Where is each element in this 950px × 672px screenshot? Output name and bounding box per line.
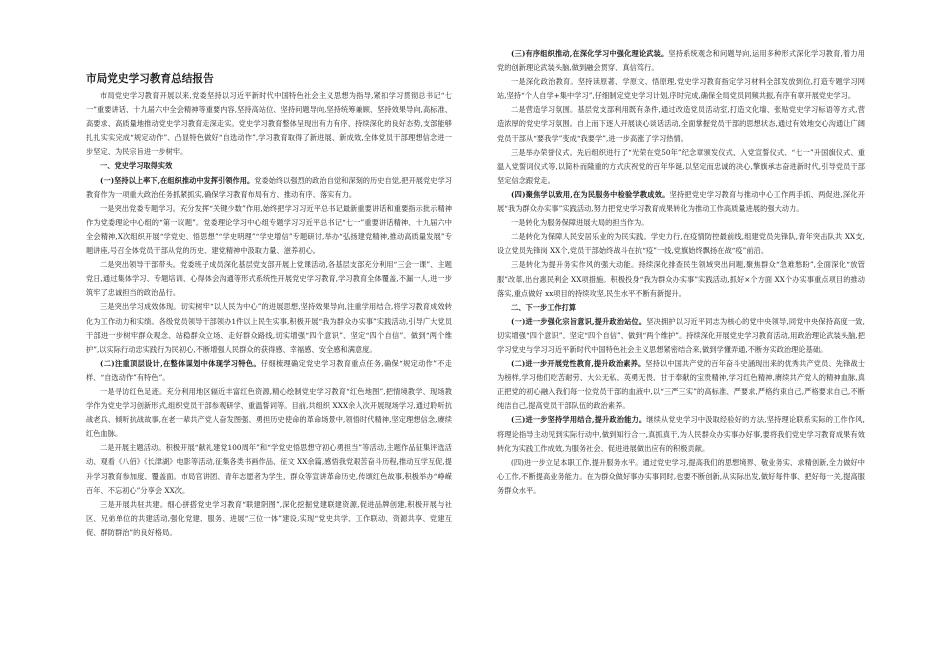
paragraph-l2: 二是突出领导干部带头。党委班子成员深化基层党支部开展上党课活动,各基层支部充分利用“三会一课”、主题党日,通过集体学习、专题培训、心得体会沟通等形式系统性开展党史学习教育,学习教育全体覆盖,不漏一人,进一步筑牢了忠诚担当的政治品行。: [86, 260, 452, 298]
subsection-4: [497, 188, 865, 216]
paragraph-r3: 三是举办荣誉仪式。先后组织进行了“光荣在党50年”纪念章颁发仪式、入党宣誓仪式、“七一”升国旗仪式、重温入党誓词仪式等,以简朴而隆重的方式庆祝党的百年华诞,以坚定而忠诚的决心,擎旗承志奋进新时代,引导党员干部坚定信念跟党走。: [497, 147, 865, 185]
paragraph-r4: 一是转化为服务保障进展大局的担当作为。: [511, 218, 649, 228]
subsection-2: [86, 357, 452, 385]
section-heading-1: 一、党史学习取得实效: [100, 161, 173, 171]
subsection-7: [497, 413, 865, 455]
subsection-7-text: 继续从党史学习中汲取经验好的方法,坚持理论联系实际的工作作风,将理论指导主动见到实际行动中,做到知行合一,真抓真干,为人民群众办实事办好事,要将我们党史学习教育成果有效转化为实践工作成效,为服务社会、促进进展做出应有的积极贡献。: [497, 415, 866, 453]
paragraph-l4: 一是寻访红色足迹。充分利用地区辐近丰富红色资源,精心绘制党史学习教育“红色地图”,把情境教学、现场教学作为党史学习创新形式,组织党员干部参观研学、重温誓词等。目前,共组织 XXX余人次开展现场学习,通过聆听抗战老兵、倾听抗战故事,在老一辈共产党人奋发图强、勇担历史使命的革命场景中,领悟时代精神,坚定理想信念,赓续红色血脉。: [86, 386, 452, 439]
subsection-1-title: (一)坚持以上率下,在组织推动中发挥引领作用。: [100, 175, 255, 185]
subsection-2-title: (二)注重顶层设计,在整体谋划中体现学习特色。: [100, 358, 261, 368]
right-column: [497, 47, 865, 498]
subsection-5-title: (一)进一步强化宗旨意识,提升政治站位。: [511, 316, 647, 326]
paragraph-l5: 二是开展主题活动。积极开展“献礼建党100周年”和“学党史悟思想守初心勇担当”等活动,主题作品征集评选活动、观看《八佰》《长津湖》电影等活动,征集各类书画作品、征文 XX余篇,感悟我党艰苦奋斗历程,推动互学互促,提升学习教育参加度、覆盖面。市局官讲团、青年志愿者为学生、群众等宣讲革命历史,传颂红色故事,积极举办“峥嵘百年、不忘初心”分享会 XX次。: [86, 443, 452, 495]
subsection-6: [497, 357, 865, 413]
left-column: [86, 70, 452, 540]
paragraph-l3: 三是突出学习成效体现。切实树牢“以人民为中心”的进展思想,坚持效果导向,注重学用结合,将学习教育成效转化为工作动力和实绩。各级党员领导干部领办1件以上民生实事,积极开展“我为群众办实事”实践活动,引导广大党员干部进一步树牢群众观念、站稳群众立场、走好群众路线,切实增强“四个意识”、坚定“四个自信”、做到“两个维护”,以实际行动忠实践行为民初心,不断增强人民群众的获得感、幸福感、安全感和满意度。: [86, 302, 452, 354]
paragraph-l6: 三是开展共驻共建。细心拼搭党史学习教育“联建阴图”,深化挖掘党建联建资源,促进品牌创建,积极开展与社区、兄弟单位的共建活动,强化党建、服务、进展“三位一体”建设,实现“党史共学、工作联动、资源共享、党建互促、群防群治”的良好格局。: [86, 499, 452, 537]
subsection-4-title: (四)聚焦学以致用,在为民服务中检验学教成效。: [511, 189, 670, 199]
subsection-6-title: (二)进一步开展党性教育,提升政治素养。: [511, 359, 646, 369]
subsection-5: [497, 315, 865, 357]
subsection-1-text: 党委始终以强烈的政治自觉和深刻的历史自觉,把开展党史学习教育作为一项重大政治任务抓紧抓实,确保学习教育布局有方、推动有序、落实有力。: [86, 175, 453, 199]
paragraph-l1: 一是突出党委专题学习。充分发挥“关键少数”作用,始终把学习习近平总书记最新重要讲话和重要指示批示精神作为党委理论中心组的“第一议题”。党委理论学习中心组专题学习习近平总书记“七一”重要讲话精神、十九届六中全会精神,X次组织开展“学党史、悟思想”“学史明理”“学史增信”专题研讨,举办“弘扬建党精神,推动高质量发展”专题讲座,号召全体党员干部从党的历史、建党精神中汲取力量、滋养初心。: [86, 203, 452, 256]
subsection-2-text: 仔细梳理确定党史学习教育重点任务,确保“规定动作”不走样、“自选动作”有特色”。: [86, 358, 452, 382]
intro-paragraph: 市局党史学习教育开展以来,党委坚持以习近平新时代中国特色社会主义思想为指导,紧扣学习贯彻总书记“七一”重要讲话、十九届六中全会精神等重要内容,坚持高站位、坚持问题导向,坚持统筹兼顾、坚持效果导向,高标准、高要求、高质量地推动党史学习教育走深走实。党史学习教育整体呈现出有力有序、持续深化的良好态势,支部能够扎扎实实完成“规定动作”、凸显特色做好“自选动作”,学习教育取得了新进展、新成效,全体党员干部理想信念进一步坚定、为民宗旨进一步树牢。: [86, 91, 452, 157]
subsection-1: [86, 174, 452, 202]
paragraph-r2: 二是营造学习氛围。基层党支部利用既有条件,通过改造党员活动室,打造文化墙、张贴党史学习标语等方式,营造浓厚的党史学习氛围。自上而下逐人开展谈心谈话活动,全面掌握党员干部的思想状态,通过有效地交心沟通让广阔党员干部从“要我学”变成“我要学”,进一步高涨了学习热情。: [497, 105, 865, 143]
document-title: 市局党史学习教育总结报告: [86, 73, 214, 85]
paragraph-r7: (四)进一步立足本职工作,提升服务水平。通过党史学习,提高我们的思想境界、敬业务实、求精创新,全力做好中心工作,不断提高业务能力。在为群众做好事办实事同时,也要不断创新,从实际出发,做好每件事、把好每一关,提高服务群众水平。: [497, 457, 865, 495]
paragraph-r1: 一是深化政治教育。坚持读原著、学原文、悟原理,党史学习教育指定学习材料全部发放到位,打造专题学习网站,坚持“个人自学+集中学习”,仔细制定党史学习计划,序时完成,确保全局党员同频共振,有序有章开展党史学习。: [497, 77, 865, 101]
subsection-4-text: 坚持把党史学习教育与推动中心工作两手抓、两促进,深化开展“我为群众办实事”实践活动,努力把党史学习教育成果转化为推动工作高质量进展的强大动力。: [497, 189, 865, 214]
paragraph-r5: 二是转化为保障人民安居乐业的为民实践。学史力行,在疫情防控最前线,组建党员先锋队,青年突击队共 XX支,设立党员先锋岗 XX个,党员干部始终战斗在抗“疫”一线,党旗始终飘扬在战“疫”前沿。: [497, 232, 865, 256]
section-heading-2: 二、下一步工作打算: [511, 302, 577, 312]
subsection-3-text: 坚持系统观念和问题导向,运用多种形式深化学习教育,着力用党的创新理论武装头脑,做到融会贯穿、真信笃行。: [497, 49, 865, 73]
subsection-6-text: 坚持以中国共产党的百年奋斗史涵现出来的优秀共产党员、先锋战士为榜样,学习他们吃苦耐劳、大公无私、英勇无畏、甘于奉献的宝贵精神,学习红色精神,赓续共产党人的精神血脉,真正把党的初心融入我们每一位党员干部的血液中,以“三严三实”的高标准、严要求,严格约束自己,严格要求自己,不断纯洁自己,提高党员干部队伍的政治素养。: [497, 359, 865, 411]
paragraph-r6: 三是转化为提升务实作风的强大动能。持续深化排查民生领域突出问题,聚焦群众“急难愁盼”,全面深化“放管服”改革,出台惠民利企 XX项措施。积极投身“我为群众办实事”实践活动,抓好×个方面 XX个办实事重点项目的推动落实,重点做好 xx项目的持续攻坚,民生水平不断有新提升。: [497, 260, 865, 298]
subsection-3: [497, 47, 865, 75]
subsection-5-text: 坚决拥护以习近平同志为核心的党中央领导,同党中央保持高度一致,切实增强“四个意识”、坚定“四个自信”、做到“两个维护”。持续深化开展党史学习教育活动,用政治理论武装头脑,把学习党史与学习习近平新时代中国特色社会主义思想紧密结合来,做到学懂弄通,不断夯实政治理论基础。: [497, 316, 866, 354]
subsection-7-title: (三)进一步坚持学用结合,提升政治能力。: [511, 415, 647, 425]
subsection-3-title: (三)有序组织推动,在深化学习中强化理论武装。: [511, 49, 669, 58]
